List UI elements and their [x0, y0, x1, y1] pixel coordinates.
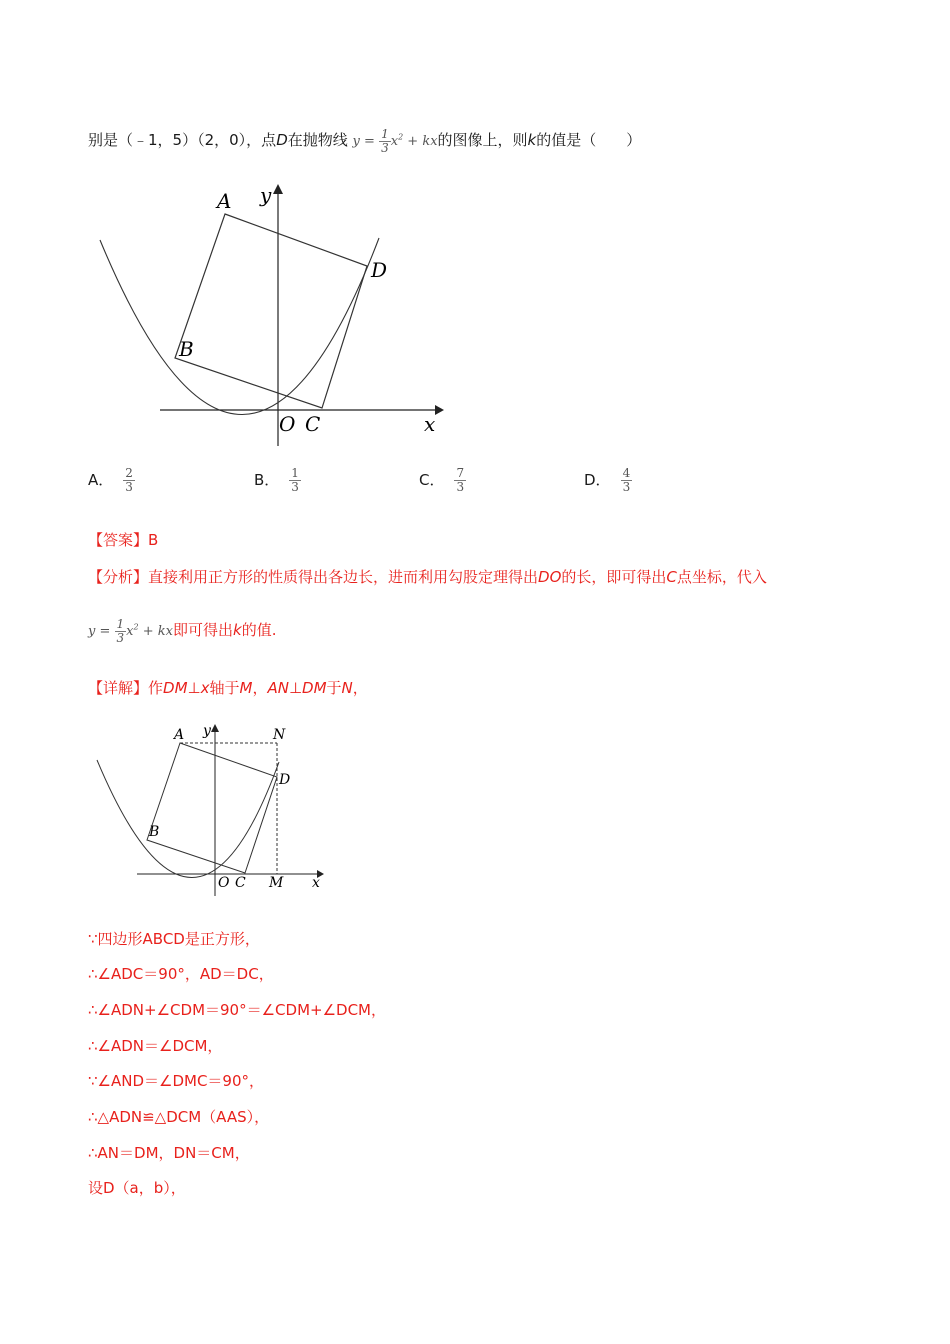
option-a[interactable]: A． $\frac{2}{3}$ — [88, 466, 133, 494]
proof-line: ∵四边形ABCD是正方形， — [88, 930, 260, 948]
label-a: A — [217, 189, 232, 213]
proof-line: 设D（a，b）， — [88, 1179, 186, 1197]
option-c[interactable]: C． $\frac{7}{3}$ — [419, 466, 465, 494]
proof-line: ∴AN＝DM，DN＝CM， — [88, 1144, 250, 1162]
proof-line: ∴∠ADN＝∠DCM， — [88, 1037, 223, 1055]
option-d[interactable]: D． $\frac{4}{3}$ — [584, 466, 631, 494]
question-intro: 别是（﹣1，5）（2，0），点 — [88, 131, 277, 149]
label-x: x — [424, 412, 436, 436]
label-o-2: O — [218, 875, 230, 891]
label-a-2: A — [174, 727, 185, 743]
parabola-formula: y = $\frac{1}{3}$ $x^2$ + kx — [352, 127, 438, 155]
label-b: B — [179, 337, 194, 361]
analysis-line: 【分析】直接利用正方形的性质得出各边长，进而利用勾股定理得出DO的长，即可得出C点坐标，代入 — [88, 568, 767, 586]
question-after: 的图像上，则 — [437, 131, 528, 149]
proof-line: ∴△ADN≌△DCM（AAS）， — [88, 1108, 270, 1126]
question-end: 的值是（ ） — [536, 131, 642, 149]
parabola-curve-2 — [97, 760, 279, 878]
proof-line: ∴∠ADC＝90°，AD＝DC， — [88, 965, 274, 983]
label-m-2: M — [269, 875, 284, 891]
parabola-curve — [100, 238, 379, 415]
point-d: D — [276, 131, 288, 149]
x-axis-arrow-icon — [435, 405, 444, 415]
question-mid: 在抛物线 — [287, 131, 348, 149]
square-abcd — [175, 214, 367, 408]
analysis-formula-line: y = $\frac{1}{3}$ $x^2$ + kx即可得出k的值. — [88, 617, 277, 645]
label-y-2: y — [203, 723, 211, 739]
label-n-2: N — [273, 727, 286, 743]
label-c-2: C — [235, 875, 246, 891]
label-b-2: B — [149, 824, 160, 840]
label-d-2: D — [279, 772, 291, 788]
y-axis-arrow-icon — [273, 184, 283, 194]
detail-line: 【详解】作DM⊥x轴于M，AN⊥DM于N， — [88, 679, 368, 697]
label-x-2: x — [312, 875, 320, 891]
answer-value: B — [148, 531, 159, 549]
proof-line: ∵∠AND＝∠DMC＝90°， — [88, 1072, 265, 1090]
parabola-formula-2: y = $\frac{1}{3}$ $x^2$ + kx — [88, 617, 173, 645]
proof-line: ∴∠ADN+∠CDM＝90°＝∠CDM+∠DCM， — [88, 1001, 386, 1019]
figure-1 — [95, 178, 445, 448]
label-c: C — [305, 412, 321, 436]
option-b[interactable]: B． $\frac{1}{3}$ — [254, 466, 299, 494]
square-abcd-2 — [147, 743, 277, 873]
label-d: D — [371, 258, 388, 282]
question-line — [88, 128, 641, 155]
label-y: y — [260, 183, 272, 207]
answer-line: 【答案】B — [88, 531, 159, 549]
y-axis-arrow-icon-2 — [211, 724, 219, 732]
label-o: O — [279, 412, 296, 436]
figure-2 — [95, 718, 335, 898]
k-var: k — [527, 131, 537, 149]
